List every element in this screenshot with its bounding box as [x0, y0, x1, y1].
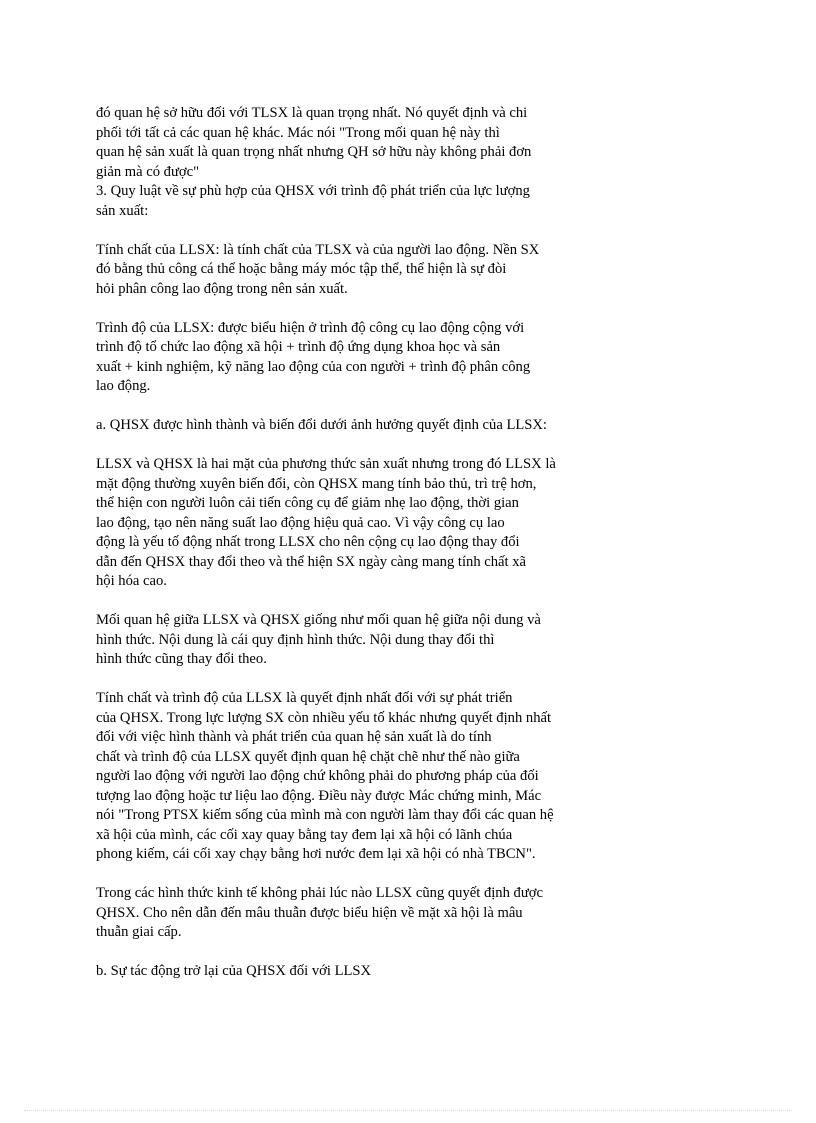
text-line: đó bằng thủ công cá thể hoặc bằng máy móc tập thể, thể hiện là sự đòi	[96, 261, 507, 277]
paragraph-gap	[96, 436, 616, 456]
text-line: phong kiếm, cái cối xay chạy bằng hơi nước đem lại xã hội có nhà TBCN".	[96, 846, 536, 862]
paragraph-gap	[96, 221, 616, 241]
text-line: mặt động thường xuyên biến đổi, còn QHSX mang tính bảo thủ, trì trệ hơn,	[96, 475, 537, 492]
document-body	[96, 104, 616, 982]
section-heading-3: 3. Quy luật về sự phù hợp của QHSX với trình độ phát triển của lực lượng	[96, 183, 530, 199]
text-line: Trong các hình thức kinh tế không phải lúc nào LLSX cũng quyết định được	[96, 885, 543, 901]
text-line: nói "Trong PTSX kiếm sống của mình mà con người làm thay đổi các quan hệ	[96, 807, 554, 823]
text-line: hỏi phân công lao động trong nên sản xuất.	[96, 280, 348, 297]
text-line: Trình độ của LLSX: được biểu hiện ở trình độ công cụ lao động cộng với	[96, 319, 525, 336]
text-line: thuẫn giai cấp.	[96, 924, 182, 940]
text-line: trình độ tổ chức lao động xã hội + trình độ ứng dụng khoa học và sản	[96, 339, 501, 355]
paragraph-gap	[96, 299, 616, 319]
text-line: của QHSX. Trong lực lượng SX còn nhiều yếu tố khác nhưng quyết định nhất	[96, 709, 552, 726]
text-line: xuất + kinh nghiệm, kỹ năng lao động của con người + trình độ phân công	[96, 358, 531, 375]
text-line: hình thức cũng thay đổi theo.	[96, 651, 267, 667]
subsection-heading-b: b. Sự tác động trở lại của QHSX đối với LLSX	[96, 963, 372, 979]
text-line: phối tới tất cả các quan hệ khác. Mác nói "Trong mối quan hệ này thì	[96, 124, 500, 141]
text-line: giản mà có được"	[96, 163, 200, 180]
subsection-heading-a: a. QHSX được hình thành và biến đổi dưới ảnh hưởng quyết định của LLSX:	[96, 417, 547, 433]
paragraph-gap	[96, 865, 616, 885]
text-line: lao động.	[96, 378, 151, 394]
text-line: xã hội của mình, các cối xay quay bằng tay đem lại xã hội có lãnh chúa	[96, 826, 513, 843]
paragraph-gap	[96, 943, 616, 963]
paragraph-gap	[96, 397, 616, 417]
text-line: quan hệ sản xuất là quan trọng nhất nhưng QH sở hữu này không phải đơn	[96, 144, 532, 160]
text-line: hội hóa cao.	[96, 573, 167, 589]
text-line: Tính chất của LLSX: là tính chất của TLSX và của người lao động. Nền SX	[96, 241, 540, 258]
text-line: lao động, tạo nên năng suất lao động hiệu quả cao. Vì vậy công cụ lao	[96, 514, 505, 531]
text-line: đó quan hệ sở hữu đối với TLSX là quan trọng nhất. Nó quyết định và chi	[96, 105, 528, 121]
text-line: hình thức. Nội dung là cái quy định hình thức. Nội dung thay đổi thì	[96, 631, 495, 648]
text-line: người lao động với người lao động chứ không phải do phương pháp của đối	[96, 768, 539, 784]
paragraph-gap	[96, 592, 616, 612]
text-line: dẫn đến QHSX thay đổi theo và thể hiện SX ngày càng mang tính chất xã	[96, 553, 527, 570]
paragraph-gap	[96, 670, 616, 690]
text-line: đối với việc hình thành và phát triển của quan hệ sản xuất là do tính	[96, 729, 492, 745]
text-line: Tính chất và trình độ của LLSX là quyết định nhất đối với sự phát triển	[96, 690, 513, 706]
text-line: Mối quan hệ giữa LLSX và QHSX giống như mối quan hệ giữa nội dung và	[96, 612, 541, 628]
text-line: động là yếu tố động nhất trong LLSX cho nên cộng cụ lao động thay đổi	[96, 534, 520, 550]
section-heading-3-cont: sản xuất:	[96, 202, 149, 219]
text-line: QHSX. Cho nên dẫn đến mâu thuẫn được biểu hiện về mặt xã hội là mâu	[96, 904, 523, 921]
text-line: chất và trình độ của LLSX quyết định quan hệ chặt chẽ như thế nào giữa	[96, 748, 520, 765]
text-line: tượng lao động hoặc tư liệu lao động. Điều này được Mác chứng minh, Mác	[96, 787, 542, 804]
text-line: LLSX và QHSX là hai mặt của phương thức sản xuất nhưng trong đó LLSX là	[96, 456, 556, 472]
text-line: thể hiện con người luôn cải tiến công cụ để giảm nhẹ lao động, thời gian	[96, 495, 519, 511]
page-bottom-divider	[24, 1110, 792, 1111]
